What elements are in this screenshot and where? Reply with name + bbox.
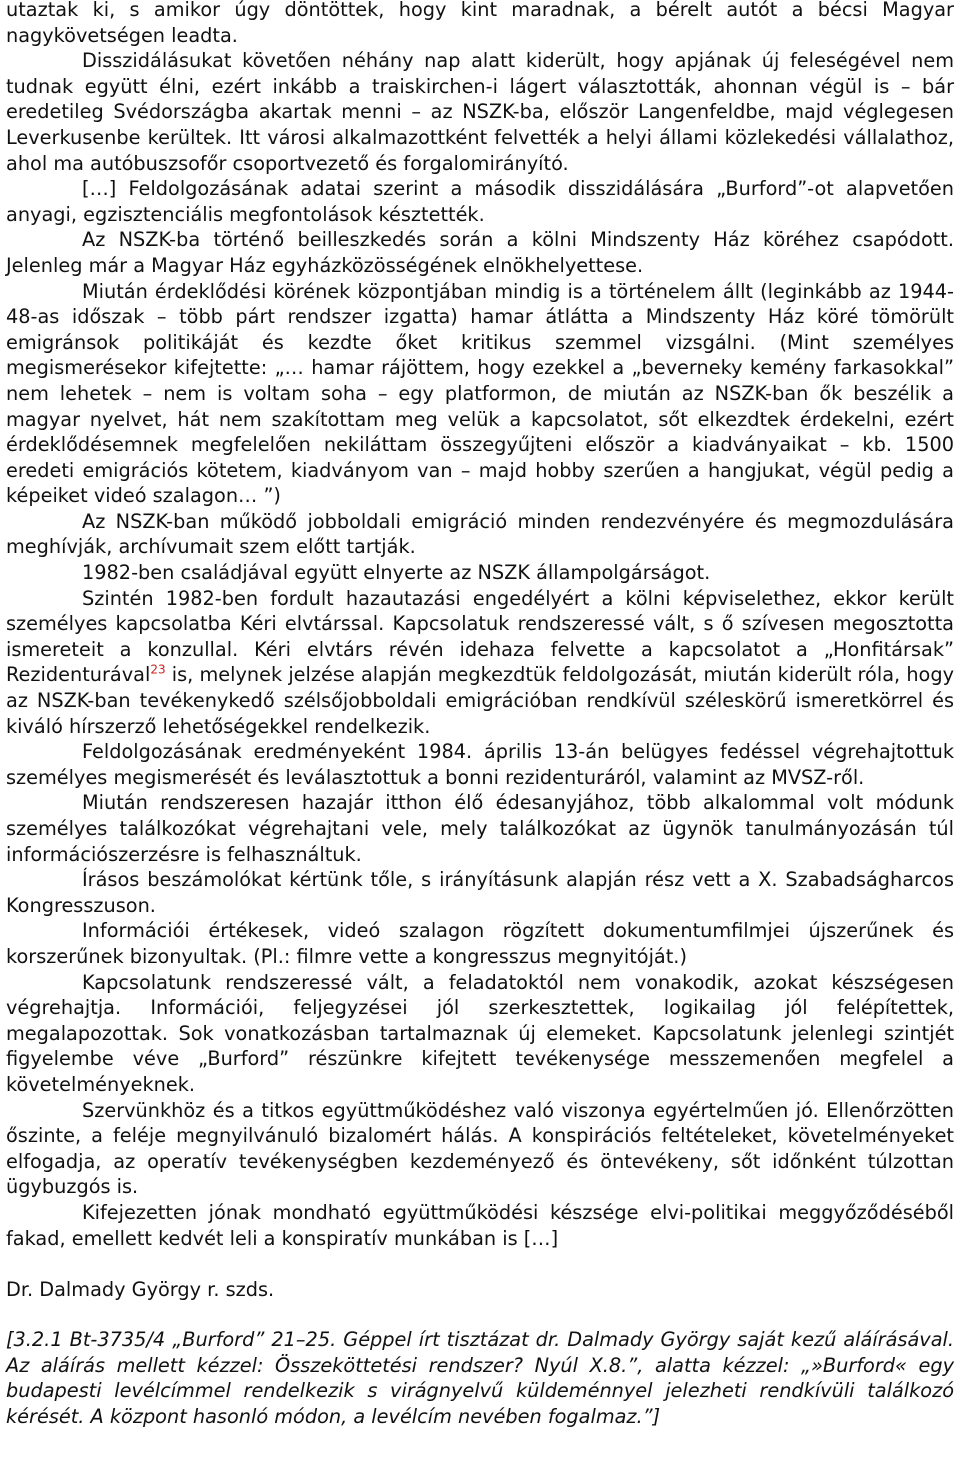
paragraph: Szervünkhöz és a titkos együttműködéshez való viszonya egyértelműen jó. Ellenőrzötten őszinte, a feléje megnyilvánuló bizalomért hálás. A konspirációs feltételeket, követelményeket elfogadja, az operatív tevékenységben kezdeményező és öntevékeny, sőt időnként túlzottan ügybuzgós is. [6, 1098, 954, 1199]
paragraph: Feldolgozásának eredményeként 1984. április 13-án belügyes fedéssel végrehajtottuk személyes megismerését és leválasztottuk a bonni rezidenturáról, valamint az MVSZ-ről. [6, 740, 954, 789]
source-note: [3.2.1 Bt-3735/4 „Burford” 21–25. Géppel írt tisztázat dr. Dalmady György saját kezű aláírásával. Az aláírás mellett kézzel: Összeköttetési rendszer? Nyúl X.8.”, alatta kézzel: „»Burford« egy budapesti levélcímmel rendelkezik s virágnyelvű küldeménnyel jelezheti rendkívüli találkozó kérését. A központ hasonló módon, a levélcím nevében fogalmaz.”] [6, 1328, 954, 1429]
paragraph: 1982-ben családjával együtt elnyerte az NSZK állampolgárságot. [82, 561, 711, 585]
paragraph: Disszidálásukat követően néhány nap alatt kiderült, hogy apjának új feleségével nem tudnak együtt élni, ezért inkább a traiskirchen-i lágert választották, ahonnan végül is – bár eredetileg Svédországba akartak menni – az NSZK-ba, először Langenfeldbe, majd véglegesen Leverkusenbe kerültek. Itt városi alkalmazottként felvették a helyi állami közlekedési vállalathoz, ahol ma autóbuszsofőr csoportvezető és forgalomirányító. [6, 49, 954, 175]
paragraph-with-footnote [6, 586, 954, 740]
paragraph: Kapcsolatunk rendszeressé vált, a feladatoktól nem vonakodik, azokat készségesen végrehajtja. Információi, feljegyzései jól szerkesztettek, logikailag jól felépítettek, megalapozottak. Sok vonatkozásban tartalmaznak új elemeket. Kapcsolatunk jelenlegi szintjét figyelembe véve „Burford” részünkre kifejtett tevékenysége messzemenően megfelel a követelményeknek. [6, 970, 954, 1096]
footnote-reference[interactable]: 23 [150, 663, 166, 678]
paragraph: utaztak ki, s amikor úgy döntöttek, hogy kint maradnak, a bérelt autót a bécsi Magyar nagykövetségen leadta. [6, 0, 954, 47]
paragraph: Miután rendszeresen hazajár itthon élő édesanyjához, több alkalommal volt módunk személyes találkozókat végrehajtani vele, mely találkozókat az ügynök tanulmányozásán túl információszerzésre is felhasználtuk. [6, 791, 954, 866]
signature: Dr. Dalmady György r. szds. [6, 1277, 275, 1301]
paragraph: Kifejezetten jónak mondható együttműködési készsége elvi-politikai meggyőződéséből fakad, emellett kedvét leli a konspiratív munkában is […] [6, 1200, 954, 1250]
paragraph: Információi értékesek, videó szalagon rögzített dokumentumfilmjei újszerűnek és korszerűnek bizonyultak. (Pl.: filmre vette a kongresszus megnyitóját.) [6, 919, 954, 968]
paragraph: […] Feldolgozásának adatai szerint a második disszidálására „Burford”-ot alapvetően anyagi, egzisztenciális megfontolások késztették. [6, 177, 954, 226]
paragraph: Az NSZK-ba történő beilleszkedés során a kölni Mindszenty Ház köréhez csapódott. Jelenleg már a Magyar Ház egyházközösségének elnökhelyettese. [6, 228, 954, 277]
paragraph-text: is, melynek jelzése alapján megkezdtük feldolgozását, miután kiderült róla, hogy az NSZK-ban tevékenykedő szélsőjobboldali emigrációban rendkívül széleskörű ismeretkörrel és kiváló hírszerző lehetőségekkel rendelkezik. [6, 663, 954, 738]
paragraph-text: Szintén 1982-ben fordult hazautazási engedélyért a kölni képviselethez, ekkor került személyes kapcsolatba Kéri elvtárssal. Kapcsolatuk rendszeressé vált, s ő szívesen megosztotta ismereteit a konzullal. Kéri elvtárs révén idehaza felvette a kapcsolatot a „Honfitársak” Rezidenturával [6, 586, 954, 687]
paragraph: Az NSZK-ban működő jobboldali emigráció minden rendezvényére és megmozdulására meghívják, archívumait szem előtt tartják. [6, 509, 954, 559]
paragraph: Miután érdeklődési körének központjában mindig is a történelem állt (leginkább az 1944-48-as időszak – több párt rendszer izgatta) hamar átlátta a Mindszenty Ház köré tömörült emigránsok politikáját és kezdte őket kritikus szemmel vizsgálni. (Mint személyes megismerésekor kifejtette: „… hamar rájöttem, hogy ezekkel a „beverneky kemény farkasokkal” nem lehetek – nem is voltam soha – egy platformon, de miután az NSZK-ban ők beszélik a magyar nyelvet, hát nem szakítottam meg velük a kapcsolatot, sőt elkezdtek érdekelni, ezért érdeklődésemnek megfelelően nekiláttam összegyűjteni először a kiadványaikat – kb. 1500 eredeti emigrációs kötetem, kiadványom van – majd hobby szerűen a hangjukat, végül pedig a képeiket videó szalagon… ”) [6, 279, 954, 508]
paragraph: Írásos beszámolókat kértünk tőle, s irányításunk alapján rész vett a X. Szabadságharcos Kongresszuson. [6, 868, 954, 917]
